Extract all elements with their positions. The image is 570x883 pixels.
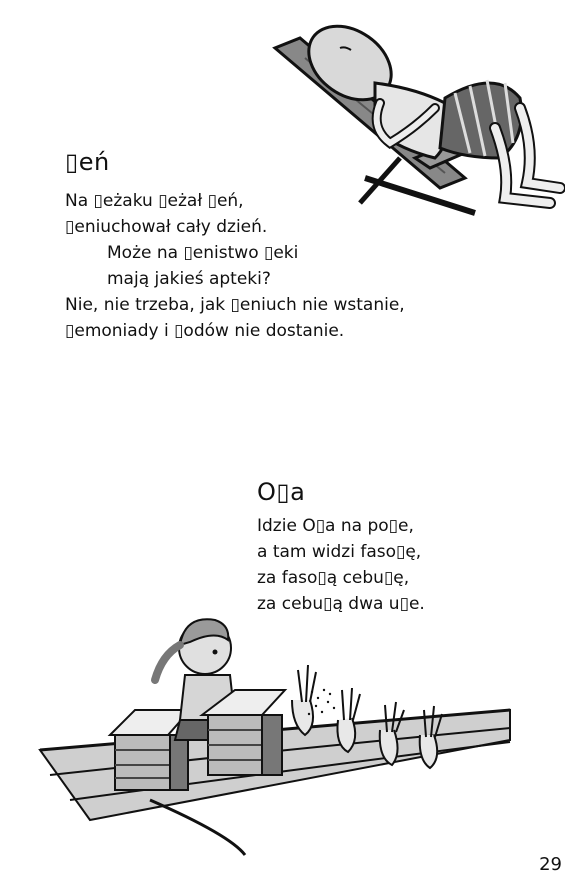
- poem-line: ▯emoniady i ▯odów nie dostanie.: [65, 321, 345, 341]
- page-number: 29: [539, 854, 562, 875]
- poem-line: ▯eniuchował cały dzień.: [65, 217, 268, 237]
- poem-line: Idzie O▯a na po▯e,: [257, 516, 414, 536]
- poem-line: za cebu▯ą dwa u▯e.: [257, 594, 425, 614]
- poem-line: Może na ▯enistwo ▯eki: [107, 243, 299, 263]
- poem-line: mają jakieś apteki?: [107, 269, 271, 289]
- girl-in-garden-illustration: [30, 610, 520, 860]
- poem-line: Nie, nie trzeba, jak ▯eniuch nie wstanie,: [65, 295, 405, 315]
- poem-body-ola: [257, 513, 425, 617]
- poem-line: za faso▯ą cebu▯ę,: [257, 568, 410, 588]
- poem-line: Na ▯eżaku ▯eżał ▯eń,: [65, 191, 244, 211]
- poem-line: a tam widzi faso▯ę,: [257, 542, 422, 562]
- poem-title-ola: O▯a: [257, 478, 306, 506]
- poem-title-len: ▯eń: [65, 148, 110, 176]
- poem-body-len: [65, 188, 405, 344]
